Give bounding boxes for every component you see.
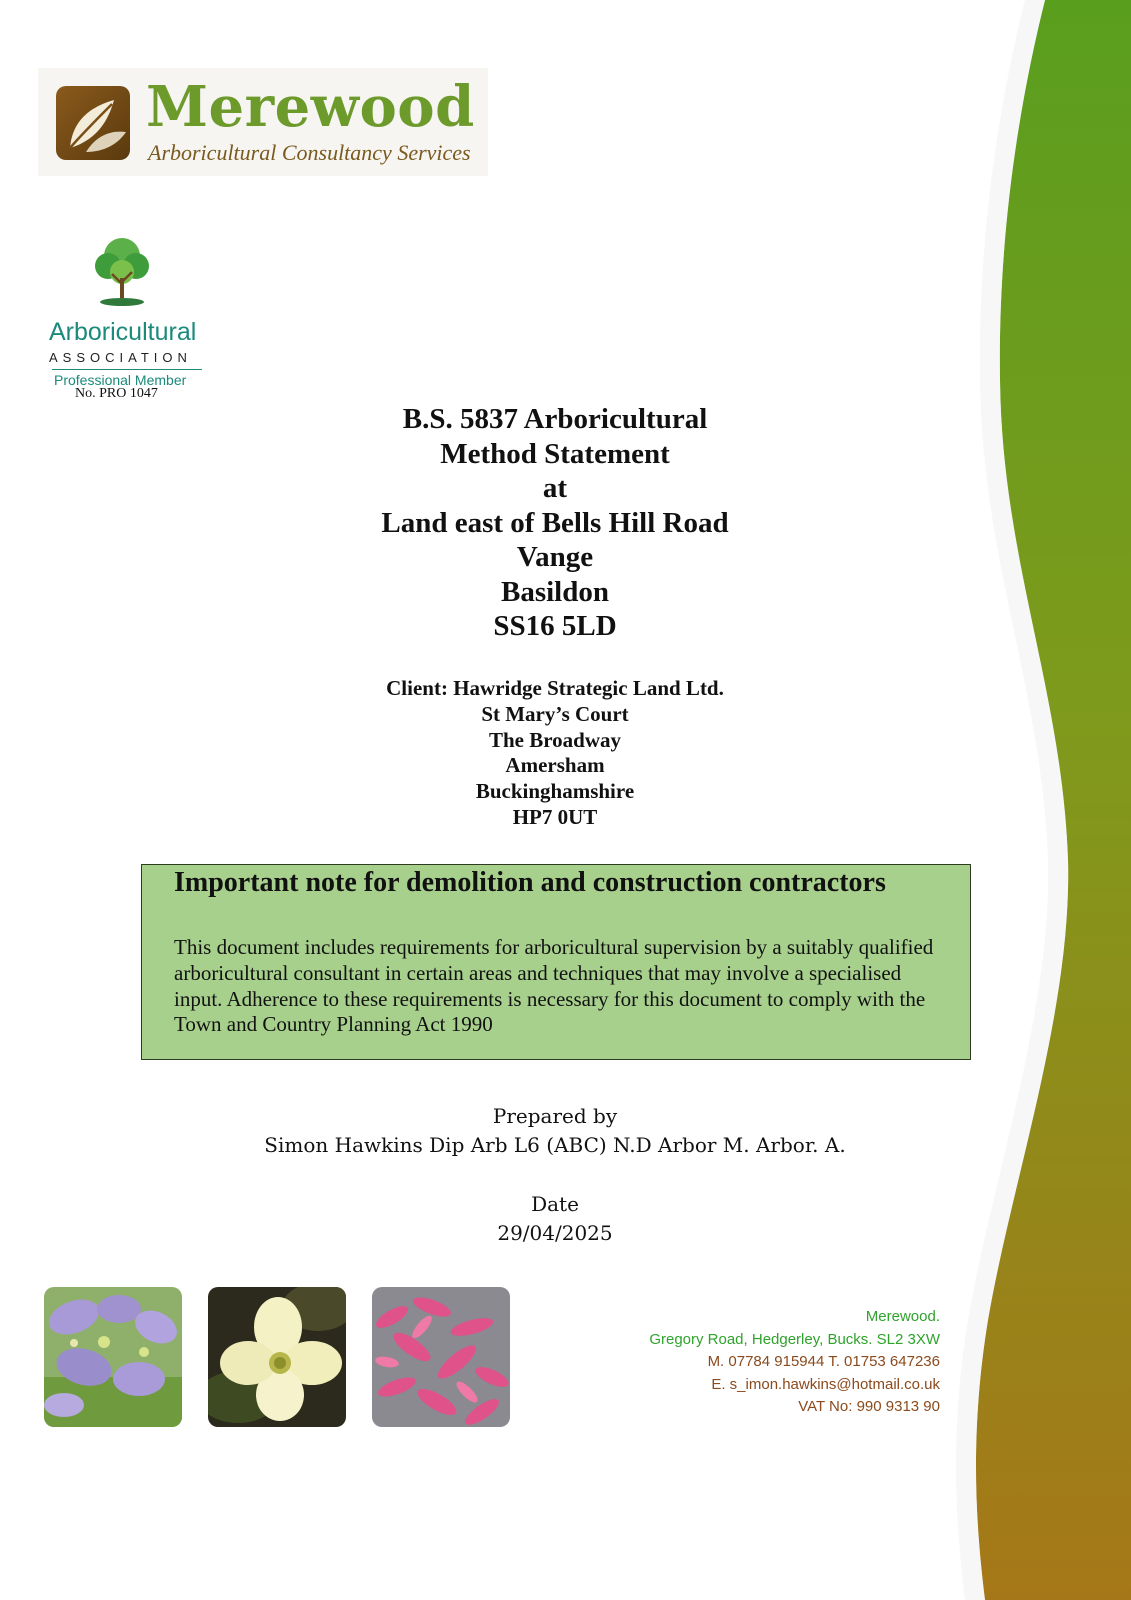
note-body: This document includes requirements for arboricultural supervision by a suitably qualified arboricultural consultant in certain areas and techniques that may involve a specialised input. Adherence to these requirements is necessary for this document to comply with the Town and Country Planning Act 1990 xyxy=(174,935,934,1037)
title-line: SS16 5LD xyxy=(493,610,617,642)
address-company: Merewood. xyxy=(865,1308,940,1325)
title-line: Basildon xyxy=(501,575,609,608)
address-email: E. s_imon.hawkins@hotmail.co.uk xyxy=(711,1375,940,1393)
important-note-box xyxy=(141,864,971,1060)
prepared-name: Simon Hawkins Dip Arb L6 (ABC) N.D Arbor M. Arbor. A. xyxy=(264,1133,846,1157)
client-name: Hawridge Strategic Land Ltd. xyxy=(453,676,724,700)
client-address-line: St Mary’s Court xyxy=(481,701,629,726)
photo-pink-foliage xyxy=(372,1287,510,1427)
client-address-line: The Broadway xyxy=(488,727,622,752)
date-label: Date xyxy=(531,1192,579,1216)
association-word: Arboricultural xyxy=(49,318,197,346)
address-vat: VAT No: 990 9313 90 xyxy=(798,1398,940,1415)
merewood-logo xyxy=(38,68,488,176)
membership-number: No. PRO 1047 xyxy=(75,386,158,401)
client-block xyxy=(330,676,780,831)
prepared-label: Prepared by xyxy=(492,1104,618,1128)
association-divider xyxy=(52,369,202,370)
association-caps: ASSOCIATION xyxy=(49,350,192,365)
title-line: B.S. 5837 Arboricultural xyxy=(402,403,708,435)
client-name-line xyxy=(330,676,780,702)
photo-purple-flowers xyxy=(44,1287,182,1427)
prepared-by xyxy=(200,1102,910,1160)
company-name: Merewood xyxy=(146,74,475,140)
tree-icon xyxy=(90,234,154,312)
client-address-line: HP7 0UT xyxy=(512,804,598,829)
client-label: Client: xyxy=(386,676,448,700)
title-line: Land east of Bells Hill Road xyxy=(381,506,729,539)
contact-address xyxy=(649,1306,940,1419)
document-date xyxy=(400,1190,710,1248)
date-value: 29/04/2025 xyxy=(497,1221,613,1245)
title-line: Vange xyxy=(516,541,594,573)
client-address-line: Buckinghamshire xyxy=(475,779,635,804)
note-heading: Important note for demolition and construction contractors xyxy=(174,867,886,898)
document-title xyxy=(300,402,810,644)
title-line: Method Statement xyxy=(440,437,670,470)
address-phones: M. 07784 915944 T. 01753 647236 xyxy=(707,1353,940,1370)
address-street: Gregory Road, Hedgerley, Bucks. SL2 3XW xyxy=(649,1330,940,1348)
leaf-icon xyxy=(56,86,130,160)
association-member-label: Professional Member xyxy=(54,372,187,388)
company-tagline: Arboricultural Consultancy Services xyxy=(148,140,471,165)
association-badge xyxy=(46,232,206,402)
client-address-line: Amersham xyxy=(505,753,605,778)
title-line: at xyxy=(542,472,568,504)
photo-white-flower xyxy=(208,1287,346,1427)
